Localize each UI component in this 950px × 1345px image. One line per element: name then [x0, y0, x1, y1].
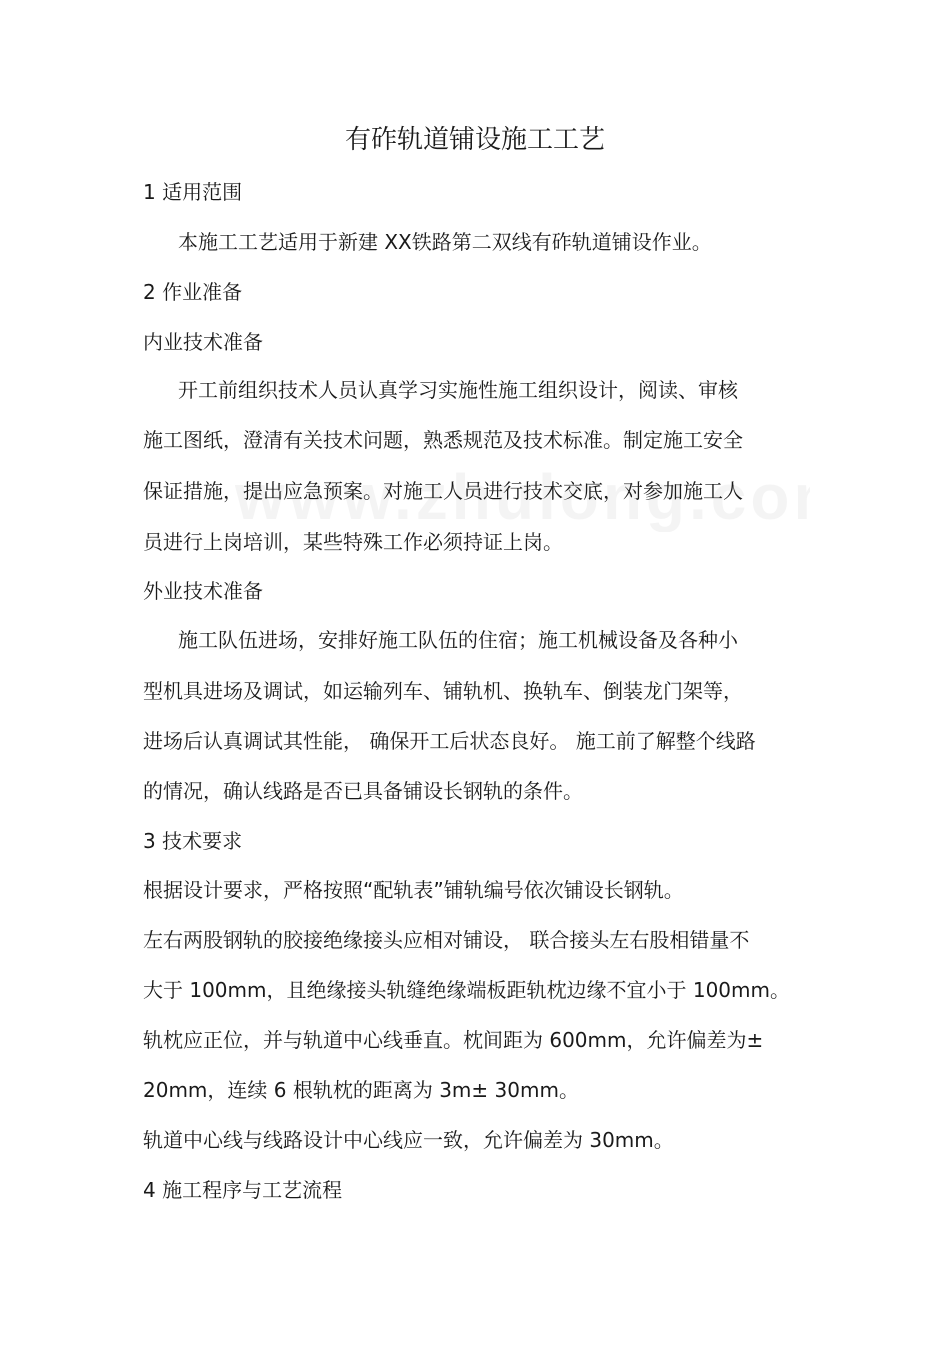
- paragraph-line: 施工图纸，澄清有关技术问题，熟悉规范及技术标准。制定施工安全: [143, 428, 743, 452]
- section-heading-4: 4 施工程序与工艺流程: [143, 1178, 343, 1202]
- section-heading-2: 2 作业准备: [143, 280, 243, 304]
- paragraph-line: 20mm，连续 6 根轨枕的距离为 3m± 30mm。: [143, 1078, 579, 1102]
- paragraph-line: 的情况，确认线路是否已具备铺设长钢轨的条件。: [143, 779, 583, 803]
- paragraph-line: 施工队伍进场，安排好施工队伍的住宿；施工机械设备及各种小: [178, 628, 738, 652]
- paragraph-line: 进场后认真调试其性能， 确保开工后状态良好。 施工前了解整个线路: [143, 729, 756, 753]
- paragraph-line: 本施工工艺适用于新建 XX铁路第二双线有砟轨道铺设作业。: [178, 230, 712, 254]
- paragraph-line: 员进行上岗培训，某些特殊工作必须持证上岗。: [143, 530, 563, 554]
- subsection-heading: 外业技术准备: [143, 579, 263, 603]
- paragraph-line: 型机具进场及调试，如运输列车、铺轨机、换轨车、倒装龙门架等，: [143, 679, 743, 703]
- section-heading-3: 3 技术要求: [143, 829, 243, 853]
- subsection-heading: 内业技术准备: [143, 330, 263, 354]
- paragraph-line: 大于 100mm，且绝缘接头轨缝绝缘端板距轨枕边缘不宜小于 100mm。: [143, 978, 790, 1002]
- document-title: 有砟轨道铺设施工工艺: [344, 125, 605, 155]
- paragraph-line: 轨枕应正位，并与轨道中心线垂直。枕间距为 600mm，允许偏差为±: [143, 1028, 764, 1052]
- paragraph-line: 根据设计要求，严格按照“配轨表”铺轨编号依次铺设长钢轨。: [143, 878, 684, 902]
- paragraph-line: 开工前组织技术人员认真学习实施性施工组织设计，阅读、审核: [178, 378, 738, 402]
- paragraph-line: 轨道中心线与线路设计中心线应一致，允许偏差为 30mm。: [143, 1128, 674, 1152]
- section-heading-1: 1 适用范围: [143, 180, 243, 204]
- paragraph-line: 左右两股钢轨的胶接绝缘接头应相对铺设， 联合接头左右股相错量不: [143, 928, 750, 952]
- paragraph-line: 保证措施，提出应急预案。对施工人员进行技术交底，对参加施工人: [143, 479, 743, 503]
